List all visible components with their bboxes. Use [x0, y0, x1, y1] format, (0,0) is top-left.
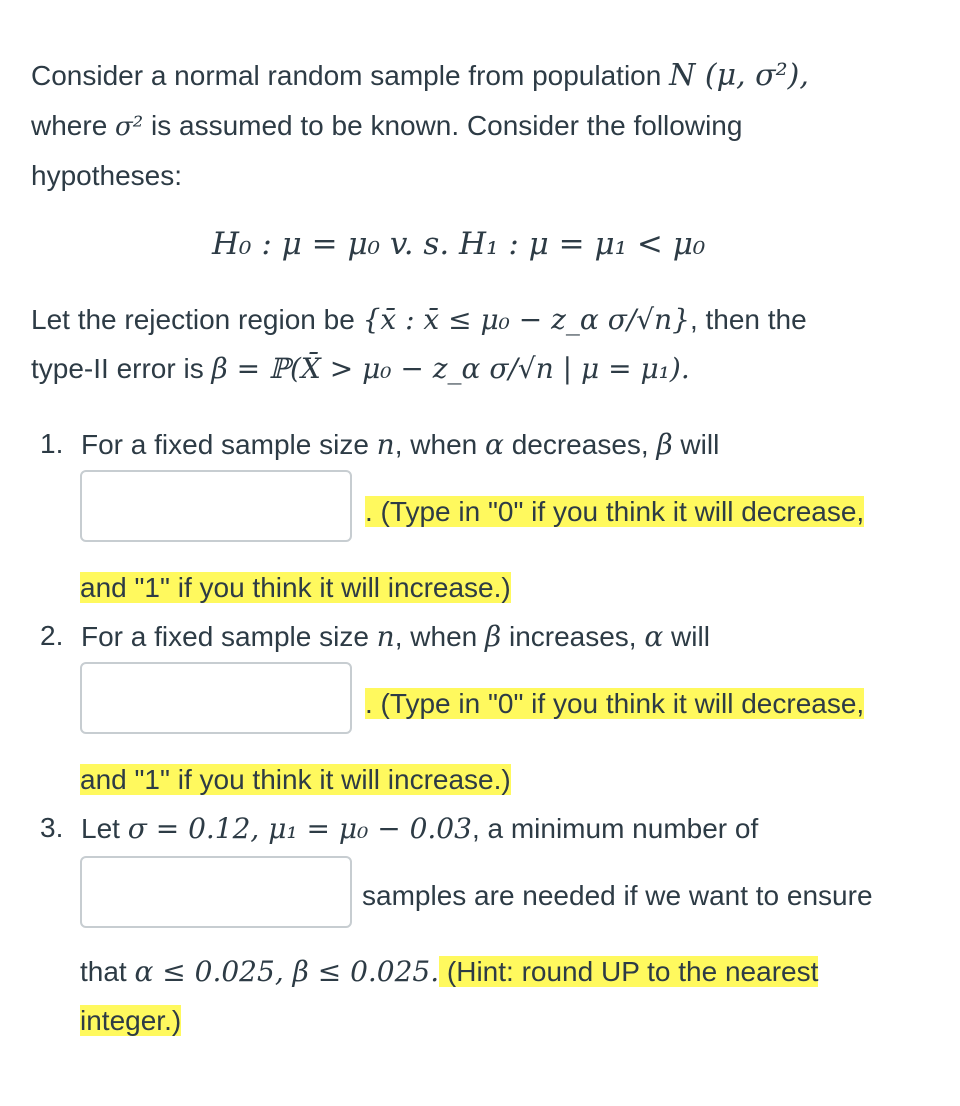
rejection-tail: , then the: [689, 304, 807, 335]
intro-known: is assumed to be known. Consider the following: [143, 110, 743, 141]
rejection-line-2: [31, 352, 690, 385]
question-3-line-3: that α ≤ 0.025, β ≤ 0.025. (Hint: round UP to the nearest: [80, 955, 819, 988]
question-1-hint-line-1: . (Type in "0" if you think it will decrease,: [365, 496, 865, 527]
intro-line-2: [31, 110, 742, 142]
question-3-hint-line-2: integer.): [80, 1005, 182, 1036]
hypotheses-equation: H₀ : μ = μ₀ v. s. H₁ : μ = μ₁ < μ₀: [212, 226, 706, 262]
question-2-hint-line-1: . (Type in "0" if you think it will decrease,: [365, 688, 865, 719]
rejection-region-math: {x̄ : x̄ ≤ μ₀ − z_α σ/√n}: [362, 303, 690, 336]
intro-where: where: [31, 110, 116, 141]
question-2-hint-line-2: and "1" if you think it will increase.): [80, 764, 511, 795]
type-two-text: type-II error is: [31, 353, 212, 384]
question-3-hint-line-1: (Hint: round UP to the nearest: [439, 956, 819, 987]
population-math: N (μ, σ²),: [669, 58, 809, 93]
question-3-text: Let σ = 0.12, μ₁ = μ₀ − 0.03, a minimum number of: [81, 812, 759, 845]
intro-line-3: [31, 160, 182, 192]
intro-hypotheses: hypotheses:: [31, 160, 182, 191]
intro-line-1: [31, 58, 809, 93]
question-1-text: For a fixed sample size n, when α decreases, β will: [81, 428, 720, 461]
question-1-hint-line-2: and "1" if you think it will increase.): [80, 572, 511, 603]
question-2-text: For a fixed sample size n, when β increases, α will: [81, 620, 710, 653]
sigma-squared-math: σ²: [115, 112, 144, 142]
question-2-answer-input[interactable]: [80, 662, 352, 734]
question-3-after-box: samples are needed if we want to ensure: [362, 880, 873, 911]
type-two-error-math: β = ℙ(X̄ > μ₀ − z_α σ/√n | μ = μ₁).: [211, 352, 690, 385]
rejection-line-1: [31, 303, 807, 336]
question-1-answer-input[interactable]: [80, 470, 352, 542]
question-2-number: 2.: [40, 620, 64, 651]
intro-text: Consider a normal random sample from population: [31, 60, 670, 91]
alpha-beta-constraint-math: α ≤ 0.025, β ≤ 0.025.: [134, 955, 440, 988]
question-1-number: 1.: [40, 428, 64, 459]
question-3-number: 3.: [40, 812, 64, 843]
question-3-answer-input[interactable]: [80, 856, 352, 928]
rejection-text: Let the rejection region be: [31, 304, 363, 335]
